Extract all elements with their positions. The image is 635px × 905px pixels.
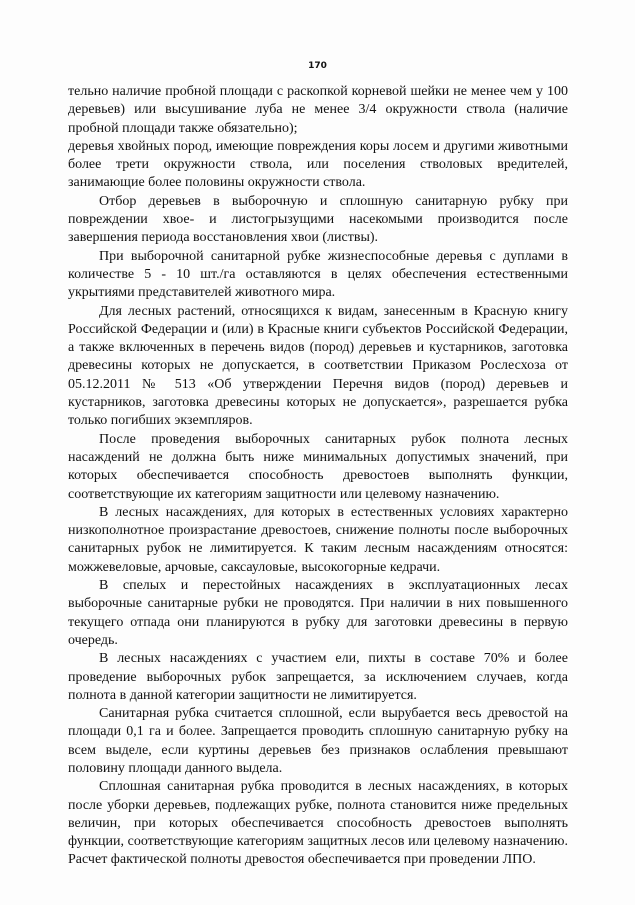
paragraph-low-density-stands: В лесных насаждениях, для которых в естественных условиях характерно низкополнотное произрастание древостоев, снижение полноты после выборочных санитарных рубок не лимитируется. К таким лесным насаждениям относятся: можжевеловые, арчовые, саксауловые, высокогорные кедрачи. xyxy=(68,504,568,575)
paragraph-hollow-trees: При выборочной санитарной рубке жизнеспособные деревья с дуплами в количестве 5 - 10 шт./га оставляются в целях обеспечения естественными укрытиями представителей животного мира. xyxy=(68,248,568,301)
paragraph-spruce-fir: В лесных насаждениях с участием ели, пихты в составе 70% и более проведение выборочных рубок запрещается, за исключением случаев, когда полнота в данной категории защитности не лимитируется. xyxy=(68,651,568,703)
paragraph-mature-stands: В спелых и перестойных насаждениях в эксплуатационных лесах выборочные санитарные рубки не проводятся. При наличии в них повышенного текущего отпада они планируются в рубку для заготовки древесины в первую очередь. xyxy=(68,578,568,648)
paragraph-red-book: Для лесных растений, относящихся к видам, занесенным в Красную книгу Российской Федерации и (или) в Красные книги субъектов Российской Федерации, а также включенных в перечень видов (пород) деревьев и кустарников, заготовка древесины которых не допускается, в соответствии Приказом Рослесхоза от 05.12.2011 № 513 «Об утверждении Перечня видов (пород) деревьев и кустарников, заготовка древесины которых не допускается», разрешается рубка только погибших экземпляров. xyxy=(68,303,568,429)
paragraph-stand-density: После проведения выборочных санитарных рубок полнота лесных насаждений не должна быть ниже минимальных допустимых значений, при которых обеспечивается способность древостоев выполнять функции, соответствующие их категориям защитности или целевому назначению. xyxy=(68,431,568,502)
paragraph-continuation: тельно наличие пробной площади с раскопкой корневой шейки не менее чем у 100 деревьев) или высушивание луба не менее 3/4 окружности ствола (наличие пробной площади также обязательно); xyxy=(68,84,568,136)
page-number: 170 xyxy=(308,61,327,71)
paragraph-conifer-damage: деревья хвойных пород, имеющие повреждения коры лосем и другими животными более трети окружности ствола, или поселения стволовых вредителей, занимающие более половины окружности ствола. xyxy=(68,138,568,191)
paragraph-clear-cut-definition: Санитарная рубка считается сплошной, если вырубается весь древостой на площади 0,1 га и более. Запрещается проводить сплошную санитарную рубку на всем выделе, если куртины деревьев без признаков ослабления превышают половину площади данного выдела. xyxy=(68,706,568,776)
paragraph-insect-damage: Отбор деревьев в выборочную и сплошную санитарную рубку при повреждении хвое- и листогрызущими насекомыми производится после завершения периода восстановления хвои (листвы). xyxy=(68,193,568,246)
paragraph-clear-cut-conditions: Сплошная санитарная рубка проводится в лесных насаждениях, в которых после уборки деревьев, подлежащих рубке, полнота становится ниже предельных величин, при которых обеспечивается способность древостоев выполнять функции, соответствующие категориям защитных лесов или целевому назначению. Расчет фактической полноты древостоя обеспечивается при проведении ЛПО. xyxy=(68,779,568,868)
document-body xyxy=(68,83,568,870)
